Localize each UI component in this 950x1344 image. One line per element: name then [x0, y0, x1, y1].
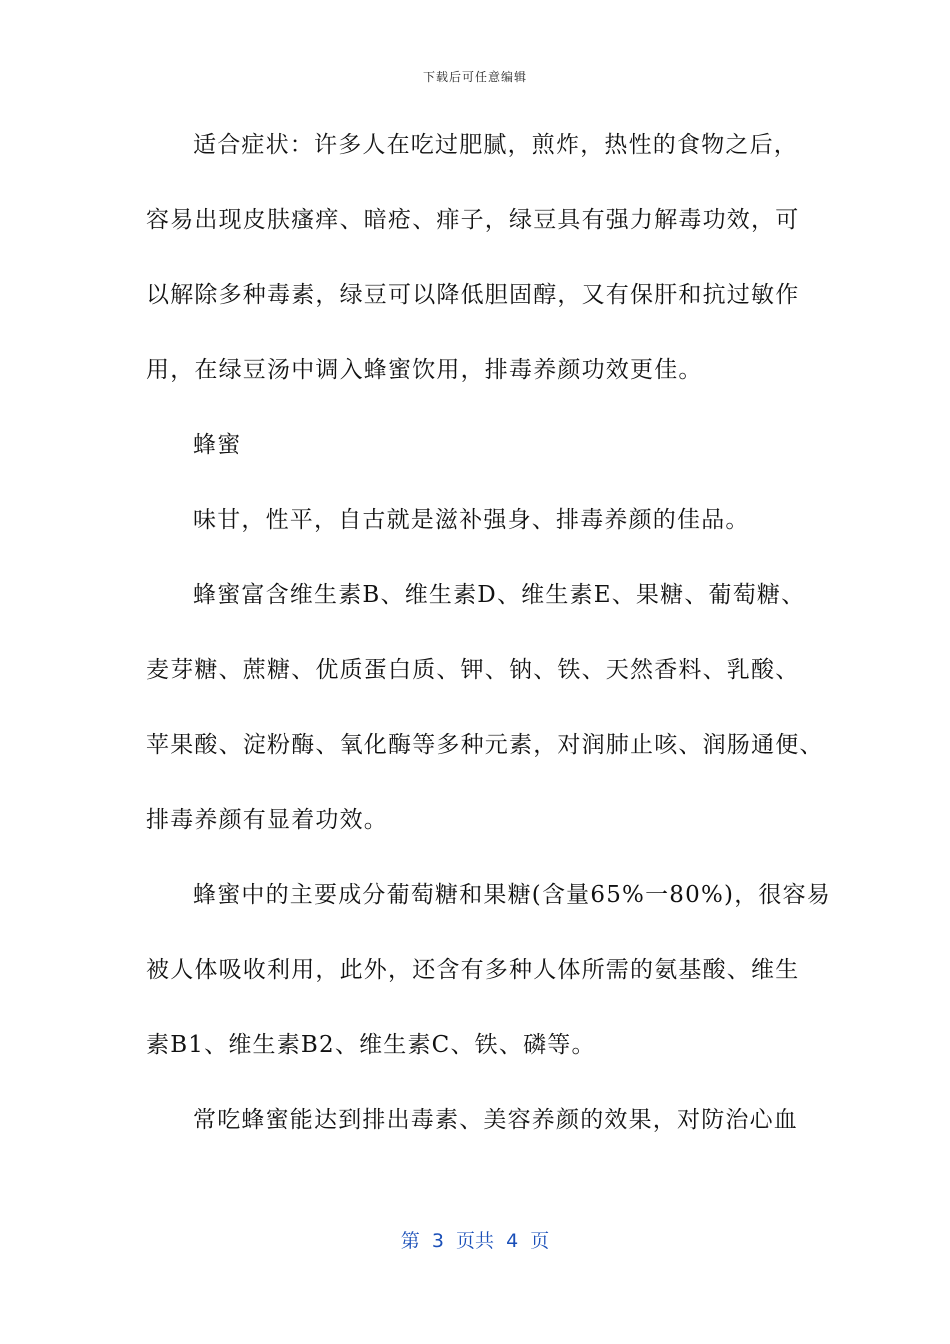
text-line: 适合症状：许多人在吃过肥腻，煎炸，热性的食物之后， — [193, 132, 798, 158]
text-line: 排毒养颜有显着功效。 — [146, 807, 388, 833]
text-line: 味甘，性平，自古就是滋补强身、排毒养颜的佳品。 — [193, 507, 750, 533]
text-line: 蜂蜜中的主要成分葡萄糖和果糖(含量65%一80%)，很容易 — [193, 882, 831, 908]
text-line: 蜂蜜富含维生素B、维生素D、维生素E、果糖、葡萄糖、 — [193, 582, 806, 608]
text-line: 常吃蜂蜜能达到排出毒素、美容养颜的效果，对防治心血 — [193, 1107, 798, 1133]
text-line: 以解除多种毒素，绿豆可以降低胆固醇，又有保肝和抗过敏作 — [146, 282, 800, 308]
header-note: 下载后可任意编辑 — [422, 70, 527, 84]
text-line: 素B1、维生素B2、维生素C、铁、磷等。 — [146, 1032, 596, 1058]
page-number: 第 3 页共 4 页 — [400, 1230, 550, 1252]
section-heading: 蜂蜜 — [193, 432, 242, 458]
document-body — [146, 122, 831, 1172]
text-line: 用，在绿豆汤中调入蜂蜜饮用，排毒养颜功效更佳。 — [146, 357, 703, 383]
text-line: 麦芽糖、蔗糖、优质蛋白质、钾、钠、铁、天然香料、乳酸、 — [146, 657, 800, 683]
text-line: 容易出现皮肤瘙痒、暗疮、痱子，绿豆具有强力解毒功效，可 — [146, 207, 800, 233]
text-line: 被人体吸收利用，此外，还含有多种人体所需的氨基酸、维生 — [146, 957, 800, 983]
text-line: 苹果酸、淀粉酶、氧化酶等多种元素，对润肺止咳、润肠通便、 — [146, 732, 824, 758]
